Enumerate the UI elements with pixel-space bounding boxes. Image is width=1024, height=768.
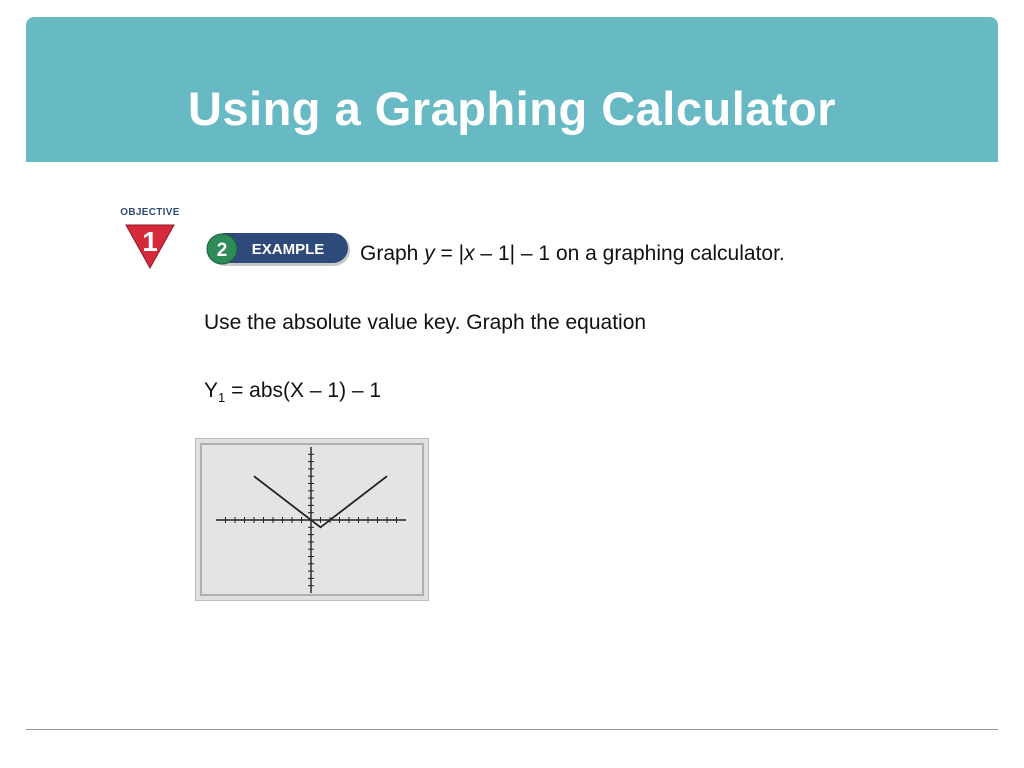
instruction-text: Use the absolute value key. Graph the equation [204, 311, 647, 334]
prompt-prefix: Graph [360, 242, 425, 265]
prompt-mid: = | [434, 242, 465, 265]
prompt-var-y: y [424, 242, 435, 265]
example-label: EXAMPLE [251, 241, 325, 258]
prompt-var-x: x [464, 242, 475, 265]
equation-rhs: = abs(X – 1) – 1 [225, 379, 382, 402]
title-bar [26, 17, 998, 162]
equation-subscript: 1 [218, 390, 226, 406]
calculator-screen [195, 438, 429, 601]
example-number: 2 [216, 240, 228, 261]
example-badge [204, 232, 352, 268]
objective-triangle-icon [125, 221, 175, 269]
objective-number: 1 [142, 226, 158, 257]
objective-label: OBJECTIVE [120, 207, 180, 218]
footer-divider [26, 729, 998, 730]
objective-marker [114, 207, 186, 269]
calculator-equation [204, 379, 381, 405]
prompt-suffix: – 1| – 1 on a graphing calculator. [474, 242, 785, 265]
slide-title: Using a Graphing Calculator [187, 82, 837, 135]
example-prompt [360, 242, 785, 266]
equation-lhs: Y [204, 379, 219, 402]
